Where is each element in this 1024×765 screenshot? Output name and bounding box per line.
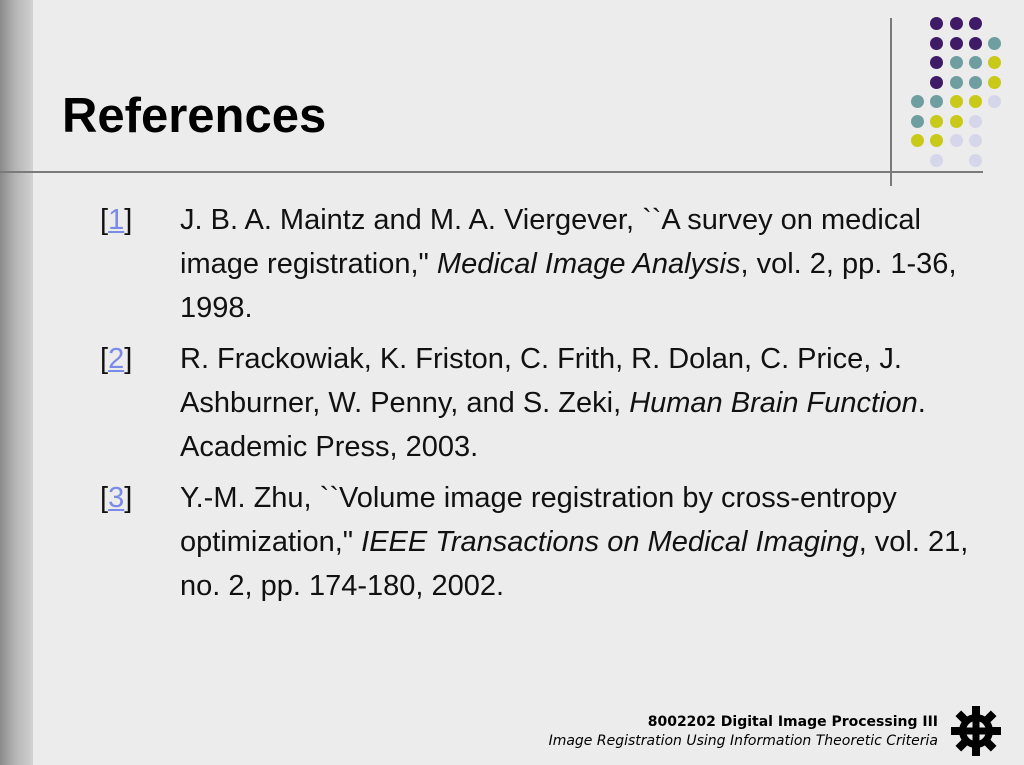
reference-item: [100, 476, 970, 608]
bracket-close: ]: [124, 343, 133, 375]
decorative-dot: [969, 154, 982, 167]
reference-number: [100, 198, 132, 242]
decorative-dot: [930, 37, 943, 50]
decorative-dot: [988, 95, 1001, 108]
decorative-dot: [930, 95, 943, 108]
decorative-dot: [950, 37, 963, 50]
decorative-dot: [969, 76, 982, 89]
bracket-open: [: [100, 482, 109, 514]
reference-details: , vol. 21, no. 2, pp. 174-180, 2002.: [180, 526, 969, 602]
decorative-dot: [911, 134, 924, 147]
decorative-dot: [930, 134, 943, 147]
bracket-close: ]: [124, 204, 133, 236]
reference-link[interactable]: 3: [108, 482, 125, 514]
reference-source: IEEE Transactions on Medical Imaging: [361, 526, 859, 558]
reference-source: Medical Image Analysis: [436, 248, 741, 280]
decorative-dot: [950, 134, 963, 147]
reference-text: [180, 476, 970, 608]
reference-item: [100, 198, 970, 330]
reference-text: [180, 198, 970, 330]
decorative-dot: [930, 17, 943, 30]
decorative-dot: [950, 17, 963, 30]
decorative-dot: [988, 56, 1001, 69]
reference-list: [100, 198, 970, 615]
reference-link[interactable]: 2: [108, 343, 125, 375]
reference-details: , vol. 2, pp. 1-36, 1998.: [180, 248, 957, 324]
reference-text: [180, 337, 970, 469]
slide-title: References: [62, 89, 327, 143]
bracket-open: [: [100, 204, 109, 236]
reference-authors-title: J. B. A. Maintz and M. A. Viergever, ``A survey on medical image registration,": [180, 204, 921, 280]
vertical-divider: [890, 18, 892, 186]
decorative-dot: [911, 95, 924, 108]
decorative-dot: [950, 56, 963, 69]
footer-subtitle: Image Registration Using Information Theoretic Criteria: [548, 733, 938, 749]
decorative-dot-grid: [905, 10, 1015, 170]
decorative-dot: [969, 134, 982, 147]
bracket-open: [: [100, 343, 109, 375]
decorative-dot: [930, 115, 943, 128]
bracket-close: ]: [124, 482, 133, 514]
decorative-dot: [969, 56, 982, 69]
gear-logo-icon: [951, 706, 1001, 756]
reference-source: Human Brain Function: [629, 387, 918, 419]
decorative-dot: [950, 115, 963, 128]
decorative-dot: [988, 37, 1001, 50]
decorative-dot: [969, 95, 982, 108]
decorative-dot: [988, 76, 1001, 89]
decorative-dot: [950, 95, 963, 108]
decorative-dot: [930, 76, 943, 89]
decorative-dot: [930, 154, 943, 167]
decorative-dot: [969, 17, 982, 30]
decorative-dot: [911, 115, 924, 128]
reference-authors-title: Y.-M. Zhu, ``Volume image registration by cross-entropy optimization,": [180, 482, 897, 558]
reference-authors-title: R. Frackowiak, K. Friston, C. Frith, R. Dolan, C. Price, J. Ashburner, W. Penny, and S. Zeki,: [180, 343, 902, 419]
decorative-dot: [930, 56, 943, 69]
title-divider: [0, 171, 983, 173]
decorative-dot: [969, 115, 982, 128]
decorative-dot: [969, 37, 982, 50]
decorative-dot: [950, 76, 963, 89]
reference-item: [100, 337, 970, 469]
reference-number: [100, 337, 132, 381]
reference-link[interactable]: 1: [108, 204, 125, 236]
reference-number: [100, 476, 132, 520]
reference-details: . Academic Press, 2003.: [180, 387, 926, 463]
left-accent-bar: [0, 0, 33, 765]
footer-course: 8002202 Digital Image Processing III: [647, 714, 938, 730]
